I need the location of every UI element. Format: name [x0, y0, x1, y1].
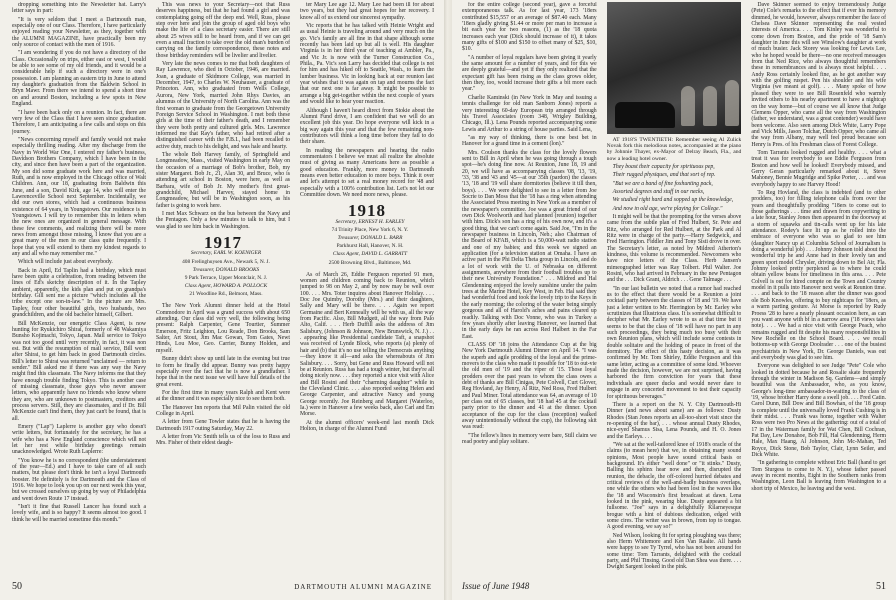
class-agent-line: Class Agent, HOWARD A. POLLOCK — [184, 283, 268, 290]
verse-block — [607, 164, 742, 212]
paragraph: They boast their capacity for spirituous pep, — [612, 163, 715, 170]
paragraph: As of March 26, Eddie Ferguson reported 91 men, women and children coming back to Reunion, which jumped to 98 on May 2, and by now may be well over 100. . . . Mrs. Toter inquires about Hanover Holiday. . . . Doc Joe Quimby, Dorothy (Mrs.) and their daughters, Sally and Mary will be there. . . . Again we report Germaine and Bert Kenneally will be with us, all the way from Pacific. Also, Bill Mudgett, all the way from Palo Alto, Calif. . . . Herb Duffill asks the address of Jim Salisbury, (Johnson & Johnson, New Brunswick, N. J.) . . . appearing like Presidential candidate Taft, a snapshot was received of Lynde Block, who reports (a) plenty of hair and (b) that it's no use telling the Democrats anything—they know it all—and asks the whereabouts of Jim Salisbury. . . . Sorry, but Gene and Russ Howard will not be at Reunion. Russ has had a tough winter, but they're all doing nicely now. . . . they reported a nice visit with Alice and Bill Rosini and their "charming daughter" while in the Cleveland Clinic. . . . also reported seeing Helen and George Carpenter, and attractive Nancy and young George recently. Joe Reinberg and Margaret (Waterloo, Ia.) were in Hanover a few weeks back, also Carl and Em Morse. — [300, 271, 434, 418]
secretary-address: 74 Trinity Place, New York 6, N. Y. — [331, 227, 409, 233]
secretary-line: Secretary, EARL W. KOENIGER — [190, 250, 262, 257]
treasurer-line: Treasurer, DONALD L. BARR — [337, 235, 403, 241]
paragraph: "But we are a band of fine foxhunting pack, — [612, 180, 713, 187]
paragraph: Bill McKenzie, our energetic Class Agent, is now hunting for Ryukichiro Shirai, formerly of 48 Wakamiya Bunsho Kojimachi, Tokyo, Japan. Mail service to Tokyo was not too good until very recently, in fact, it was non est. But with the resumption of mail service, Bill went after Shirai, to get him back in good Dartmouth circles. Bill's letter to Shirai was returned "unclaimed — return to sender." Bill asked me if there was any way the Navy might find this classmate. The Navy informs me that they have enough trouble finding Tokyo. This is another case of missing classmate, those guys who never answer letters, who apparently have no friends who know where they are, who are unknown to postmasters, creditors and process servers. Still, they are classmates, and if Dr. Bill McKenzie can't find them, they just can't be found, that is all. — [12, 320, 146, 422]
paragraph: Emery ("Lap") Laplerre is another guy who doesn't write letters, but fortunately for the secretary, he has a wife who has a New England conscience which will not let her rest while birthday greetings remain unacknowledged. Wrote Ruth Laplerre: — [12, 424, 146, 456]
paragraph: Vic reports that he has talked with Heinie Wright and as usual Heinie is traveling around and very much on the go. Vic's family are all fine in that shape although some recently has been laid up but all is well. His daughter Virginia is in her third year of teaching at Ambler, Pa., and Vic Jr. is now with the Turner Construction Co., Phila., Pa. Vic's son Larry has decided that college is not for him and has hiked off to Seattle, Wash., to learn the lumber business. Vic in looking back at our reunion last year wishes that it was again on tap and mourns the fact that our next one is far away. It might be possible to arrange a big get-together within the next couple of years and would like to hear your reaction. — [300, 23, 434, 106]
paragraph: "We sat at the well-tailored knee of 1918's oracle of the claims (to mean here) that we, in obtaining many sound opinions, Most people have sound critical basis or background. It's either "well done" or "it stinks." Dusty, Balling his sphinx hear now and then, disrupted the reunion, the debacle, the off-colored hurried debates and critical reviews of the well-and-badly business overlaps, one while the others who had been lost in the waves like the '18 and Wisconsin's first broadcast at dawn. Lena looked in the pink, wearing blue. Dusty appeared a bit fullsome. "Joe" says in a delightfully Kilarneyesque brogue with a hint of dubious dedication, edged with some cires. The writer was in brown, from top to tongue. A good evening, we say so!" — [606, 441, 742, 531]
paragraph: "In gathering to complete without Eric Ball (hand to get Tom Sturgess to come to N. Y.), whose father passed away in recent months, Eight in the Southern ranks from Washington, Leon Ball is leaving from Washington to a short trip of Mexico, he leaving and the west. — [751, 460, 887, 492]
paragraph: The whole Bob Harvey family, of Springfield and Longmeadow, Mass., visited Washington in early May on the occasion of a marriage of Bob's brother, Bob, my sister Margaret. Bob Jr., 21, Alan 30, and Bruce, who is attending art school in Boston, were here, as well as Barbara, wife of Bob Jr. My mother's first great-grandchild, Michael Harvey, stayed home in Longmeadow, but will be in Washington soon, as his father is going to work here. — [156, 151, 290, 209]
class-year-heading: 1917 — [204, 233, 242, 253]
paragraph: A letter from Gene Towler states that he is having the Dartmouth 1917 outing Saturday, May 22. — [156, 419, 290, 432]
paragraph: "as my way of thinking, there is one best bet in Hanover for a grand time in a cement (lon)." — [462, 134, 597, 148]
photo-caption: AT 1918'S TWENTIETH: Remember seeing Al Zulick Novak fork this melodious notes, accompanied at the piano by Johnnie Thayer, ex-Mayor of Delray Beach, Fla., and now a leading hotel owner. — [606, 137, 742, 162]
paragraph: "The fellow's lines in memory were bare, Still claim we read poetry and play solitare. — [462, 432, 597, 446]
left-column-2 — [156, 2, 290, 572]
piano-shape — [615, 102, 675, 128]
paragraph: "I am wondering if you do not have a directory of the Class. Occasionally on trips, either east or west, I would be able to see some of my old friends, and it would be a considerable help if such a directory were in one's possession. I am planning an eastern trip in June to attend my daughter's graduation from the Baldwin School in Bryn Mawr. From there we intend to spend a short time on and around Boston, including a few spots in New England. — [12, 50, 146, 108]
paragraph: Everyone was delighted to see Judge "Pete" Cole who looked in dotted because he and Rosalie skate frequently through the winter in Madison Sq. Gardens—and simply beautiful was the Ambassador, who, as you know, George's long-time ambassador-in-waiting to the class of '19, whose brother Harry done a swell job. . . . Fred Catin. Carol Dunn, Bill Dow and Bill Bowhan, of the '18 group is complete until the universally loved Frank Cushing is in their midst. . . . Frank was home, together with Walter Ross were two Pro News at the gathering: out of a total of 17 in the Waterman family for Wat Chen, Bill Cochran, Pat Day, Lew Donahoe, Bob Fill, Hal Glendenning, Herm Hale, Max Haang, Al Johnson, John Mc-Mahan, Ted Royce, Dick Stone, Bob Taylor, Clair, Lynn Seiler, and Dick White. — [751, 363, 887, 459]
right-column-3 — [751, 2, 886, 572]
paragraph: Very late the news comes to me that both daughters of Ray Lawrence, who died in October, 1946, are married. Joan, a graduate of Skidmore College, was married in December, 1947, to Charles W. Neuhauser, a graduate of Princeton. Ann, who graduated from Wells College, Aurora, New York, married John Rhys Davies, an alumnus of the University of North Carolina. Ann was the first woman to graduate from the Georgetown University Foreign Service School in Washington. I met both these girls at the time of their father's death, and I remember they were both pretty and cultured girls. Mrs. Lawrence informed me that Ray's father, who had retired after a distinguished career with the F.B.I., had been recalled to active duty, much to his delight, and was hale and hearty. — [156, 61, 290, 150]
paragraph: Ned Wilson, looking fit for spring ploughing was there; also Herm Whitemore and Ken Van Raalte. All hands were happy to see Ty Tyrrel, who has not been around for some time: Tom Tarrants, delighted with the cocktail party, and Phil Tinsing. Good old Dan Shea was there. . . . Dwight Sargent looked in the pink. — [606, 532, 742, 571]
paragraph: The New York Alumni dinner held at the Hotel Commodore in April was a grand success with about 650 attending. Our class did very well, the following being present: Ralph Carpenter, Gene Tourtier, Summer Emerson, Fritz Leighton, Lou Reade, Don Brooks, Sam Salter, Art Stout, Jim Mac Gowan, Tom Gates, Newt Hinds, Lou Moe, Geo. Carrier, Bunny Holden, and myself. — [156, 303, 290, 354]
paragraph: Dave Skinner seemed to enjoy tremendously Judge (Pete) Cole's remarks to the effect that if ever his memory dimmed, he would, however, always remember the face of Chelsea Dave Skinner representing the real vested interests of America. . . . Tom Kinley was wonderful to come down from Boston, and the pride of '18 Sam's daughter in June this will see Winslow's daughter at work of much busier. Jack Storey was looking for Lewis Lee, who he hoped would be there—no one received messages from that Ned Rice, who always thoughtful remembers these in remembrances and is always most helpful. . . . Andy Ross certainly looked fine, as he got another way with the golfing ruspet. Pen his shoulder and his wife Virginia (we meant at golf). . . . Many spoke of how pleased they were to see Bill Rosenfeld who warmly invited others to his nearby apartment to have a nightcap on the way home—but of course we all know that Judge Clemens Opper, who came all the way from Washington (father, we understand, was a great contender) would have been welcome. Also seen among Dick White, Larry Pope and Vick Mills, Jason Tolchar, Dutch Opper, who came all the way from Albany, may well feel proud because son Henry is Pres. of his Freshman class of Forest College. — [751, 2, 887, 148]
page-gutter — [444, 0, 452, 600]
person-figure — [681, 86, 695, 126]
paragraph: Tom Tarrants looked rugged and healthy. . . . what a treat it was for everybody to see Eddie Ferguson from Boston and how well he looked! Everybody missed, and Gerry Geran particularly remarked about it, Steve Mahoney, Bennie Mugridge and Spike Porter, . . . and was everybody happy to see Harvey Hood! — [751, 149, 887, 188]
right-column-1 — [462, 2, 597, 572]
page-number: 50 — [12, 581, 22, 592]
paragraph: "You know he is no correspondent (the understatement of the year—Ed.) and I have to take care of all such matters, but please don't think he isn't a loyal Dartmouth booster. He definitely is for Dartmouth and the Class of 1916. We hope to look you up on our next week this year, but we crossed ourselves up going by way of Philadelphia and went down Route 17 instead. — [12, 457, 146, 502]
paragraph: This was news to your Secretary—not that Russ deserves happiness, but that he had found a girl and was contemplating going off the deep end. Well, Russ, please step over here and join the group of aged old boys who make the life of a class secretary easier. There are still about 25 wives still to be heard from, and if we can get even a small fraction to take over the old man's burden of carrying on the family correspondence, these notes and those birthday reminders will be livelier and livelier. — [156, 2, 290, 59]
person-figure — [703, 86, 717, 126]
paragraph: "A number of loyal regulars have been giving it yearly the same amount for a number of years, and for this we are deeply grateful—and yet if they only realized that the expectant gift has been rising as the class grows older, then they, too, would increase their gifts a bit more each year." — [462, 54, 597, 93]
paragraph: for the entire college (second year), gave a forceful extemporaneous talk. As for last year, 173 '18ers contributed $15,557 or an average of $87.40 each. Many '18ers gladly giving $1.44 or more per man to increase a bit each year for two reasons, (1) as the '18 quota increases each year (Dick should increase of it), it takes many gifts of $100 and $150 to offset many of $25, $10, $10. — [462, 2, 597, 53]
right-column-2 — [607, 2, 742, 572]
paragraph: "Isn't it fine that Russell Lancer has found such a lovely wife, and is so happy? It seems almost too good. I think he will be married sometime this month." — [12, 504, 146, 523]
paragraph: I met Max Schwarz on the bus between the Navy and the Pentagon. Only a few minutes to talk to him, but I was glad to see him back in Washington. — [156, 211, 290, 230]
issue-date: Issue of June 1948 — [462, 581, 530, 591]
paragraph: "I have been back only on a reunion. In fact, there are very few of the Class that I have seen since graduation. Therefore, I am anticipating a few calls and stops on this journey. — [12, 109, 146, 135]
person-figure — [725, 80, 739, 126]
paragraph: "It is very seldom that I meet a Dartmouth man, especially one of our Class. Therefore, I have particularly enjoyed reading your Newsletter, as they, together with the ALUMNI MAGAZINE, have practically been my only source of contact with the men of 1916. — [12, 16, 146, 49]
paragraph: Assorted degrees and stuff in our necks, — [612, 188, 705, 195]
paragraph: We studied right hard and sopped up the knowledge, — [612, 197, 734, 204]
paragraph: To Reg Hovland, the class is indebted (and to other prodders, too) for filling telephone calls from over the years and thoughtfully prodding "18ers to come out to those gatherings . . . time and drawn from copywriting to a late hour, Stanley Jones then appeared in the doorway at a storm of squawks and tin-calls went up for his late attendance. Rodey's face lit up as he rolled into the embrace of everyone who was so glad to see him (daughter Nancy up at Columbia School of Journalism is doing a wonderful job) . . . Johnny Johnson told about the wonderful trip he and Anne had in their lovely tan and green sport model Chrysler, driving down to Bel Air, Fla. Johnny looked pretty perplexed as to where he could obtain yellow beans for timeliness in this area. . . . Pete Colvell is out for hired compte on the Town and Country model in it pulls into Hanover next week at Reunion time. . . . and back to the '18 reason after the dinner was good ole Bob Knowles, offering to buy nightcaps for '18ers, as a warm parting gesture. At Morse is reported by Rudy Proess '28 to have a nearly pleasant occasion here, as can you want anyone with bf in a narrow area ('18 views take note). . . . We had a nice visit with George Peach, who remains rugged and fit despite his many responsibilities in New Rochelle on the School Board. . . . we recall bottoms-up with George Doolrader . . . one of the busiest psychiatrists in New York, Dr. George Daniels, was out and everybody was glad to see him. — [751, 189, 887, 361]
paragraph: ter Mary Lee age 12. Mary Lee had been ill for about two years, but they had great hopes for her recovery. I know all of us extend our sincerest sympathy. — [300, 2, 434, 21]
reunion-photo — [607, 2, 742, 134]
paragraph: The Hanover Inn reports that Mil Palin visited the old College in April. — [156, 404, 290, 417]
treasurer-line: Treasurer, DONALD BROOKS — [192, 266, 260, 273]
treasurer-address: 9 Park Terrace, Upper Montclair, N. J. — [184, 275, 268, 282]
right-page-footer — [452, 581, 896, 592]
paragraph: Back in April, Ed Taplin had a birthday, which must have been quite a celebration, from reading between the lines of Ed's sketchy description of it. In the Tapley ambient, apparently, the kids plan and put on grandpa's birthday. Gill sent me a picture "which includes all the tribe except one son-in-law." In the picture are Mrs. Tapley, four other beautiful girls, two husbands, two grandchildren, and the old bachelor himself, Gilbert. — [12, 267, 146, 319]
left-page-footer — [0, 581, 444, 592]
page-number: 51 — [876, 581, 886, 592]
paragraph: A letter from Vic Smith tells us of the loss to Russ and Mrs. Fisher of their eldest daugh- — [156, 433, 290, 447]
left-column-3 — [300, 2, 434, 572]
class-1917-header — [156, 233, 290, 303]
paragraph: There is a report on the N. Y. City Dartmouth-Hi Dinner (and news about same) are as follows: Dusty Rhodes (Stan Jones reports an all-too-short visit since the re-opening of the bar), . . . whose annual Dusty Rhodes, nice-eyed Shamus Sisa, Lena Pounds, and H. O. Jones and the Earleys. . . . — [606, 401, 742, 440]
paragraph: It might well be that the prompting for the verses above came from the subtle plan of Fred Hulbert, Sr. Pete and Ritz, who arranged for Red Hulbert, at the Park and Al Ritz were in charge of the party.—Harry Sedgwick, and Fred Harrington. Fiddler Jim and Tony Sisti drove in over. The Secretary's letter, as noted by Mildred Atherton's kindness, this volume is recommended. Newcomers who have nice letters of the Class. Herb Jansen's mimeographed letter was Ray Tolbert. Phil Walter. Joe Rosini, who had arrived in February in the new Pentagon and the . . . Dick Grant, Aldrich . . . Gene Talmage . . . — [606, 213, 742, 284]
paragraph: For the first time in many years Ralph and Kent were at the dinner and it was especially nice to see them both. — [156, 389, 290, 403]
treasurer-address: Parkhurst Hall, Hanover, N. H. — [336, 243, 404, 250]
paragraph: Charlie Kaminski (in New York in May and issuing a tennis challenge for old man Sanborn Jones) reports a very interesting 60-day European trip arranged through his Travel Associates (room 348, Wrigley Building, Chicago, Ill.). Lena Pounds reported accompanying some Lewis and Arthur to a string of house parties. Said Lena, — [462, 94, 597, 133]
paragraph: "News concerning myself and family would not make especially thrilling reading. After my discharge from the Navy in World War One, I entered my father's business, Davidson Brothers Company, which I have been in the city, and since then have been a part of the organization. My son did some graduate work here and was married, Ruth, and is now employed in the Chicago office of Walt Children. Ann, our 18, graduating from Baldwin this June, and a son, David Kirk, age 14, who will enter the Lawrenceville School next September. Incidentally, we did our own stores, which had a continuous business existence of 64 years, in Youngstown. Our residence is in Youngstown. I will try to remember this in letters when the new ones are organized in general message. With these few comments, and realizing there will be more news from amongst those missing, I know that you are a great many of the men in our class quite frequently. I hope that you will extend to them my kindest regards to any and all who may remember me." — [12, 136, 146, 258]
class-1918-header — [300, 201, 434, 271]
paragraph: dropping something into the Newsletter hat. Larry's letter says in part: — [12, 2, 146, 15]
class-year-heading: 1918 — [348, 201, 386, 221]
paragraph: Mrs. Coulson thanks the class for the lovely flowers sent to Bill in April when he was going through a tough spot—he's doing fine now. At Reunion, June 18, 19 and 20, we will have as accompanying classes '08, '13, '19, '33, '38 and '43 and '45—at our 35th (pardon) the classes '13, '18 and '19 will share dormitories (believe it till then, boys). . . . We were delighted to see in a letter from Joe Socrie to Dan Moss that the '18 has a ring when attending the Associated Press meeting in New York as a member of the newspaper's committee. Joe was a great friend of our own Dick Woolworth and had planned (reunion) together with him. Dick's son has a ring of his own now, and it's a good thing, that we can't come again. Said Joe, "I'm in the newspaper business in Lincoln, Neb.; also Chairman of the Board of KFAB, which is a 50,000-watt radio station and one of my babies; and this week we signed an application (for a television station at Omaha. I have an active part in the Phi Delta Theta group in Lincoln, and do a lot of work with the U. of Nebraska on different assignments, anywhere from their football troubles up to their new University Foundation." . . . Mildred and Hal Glendenning enjoyed the lovely sunshine under the palm trees at the Marine Hotel, Key West, in Feb. Hal said they had wonderful food and took the lovely trip to the Keys in the early morning; the coloring of the water being simply gorgeous and all of Harold's aches and pains cleared up readily. Talking with Doc Vonne, who was in Turkey a few years shortly after leaving Hanover, we learned that in the early days he ran across Red Halbert in the Far East. — [462, 149, 597, 340]
magazine-title: DARTMOUTH ALUMNI MAGAZINE — [294, 583, 432, 591]
secretary-line: Secretary, ERNEST H. EARLEY — [335, 218, 405, 225]
class-agent-address: 2500 Browning Blvd., Baltimore, Md. — [328, 259, 412, 266]
paragraph: And now in old age, we're playing for College." — [612, 205, 723, 212]
paragraph: Bunny didn't show up until late in the evening but true to form he finally did appear. Bunny was pretty happy especially over the fact that he is now a grandfather. I hope that in the next issue we will have full details of the great event. — [156, 356, 290, 388]
paragraph: CLASS OF '18 joins the Attendance Cup at the big New York Dartmouth Alumni Dinner on April 14. "I was the superb and agile prodding of the loyal and the prime-movers to the class who made it possible for '18 to out-vie the old men of '19 and the viper of '15. Those loyal prodders over the past years to whom the class owes a debt of thanks are Bill Cinigas, Pete Colvell, Curt Glover, Reg Hovland, Jay Henry, Al Ritz, Ned Ross, Fred Hulbert and Paul Miner. Total attendance was 64, an average of 10 per class out of 65 classes, but '18 had 45 at the cocktail party prior to the dinner and 41 at the dinner. Upon acceptance of the cup for the class (reception) walked away unintentionally without the cup), the following skit was read: — [462, 341, 597, 431]
paragraph: Which will include just about everybody. — [18, 259, 113, 266]
class-agent-line: Class Agent, DAVID L. GARRATT — [332, 251, 408, 258]
left-column-1 — [12, 2, 146, 572]
class-agent-address: 21 Woodline Rd., Belmont, Mass. — [189, 291, 263, 298]
left-page — [0, 0, 444, 600]
paragraph: "In our last bulletin we noted that a rumor had reached us to the effect that there would be a Reunion a joint cocktail party between the classes of '18 and '19. We have just a letter written to Mr. Herrington by Mr. Earley who scrutinizes that Illustrious class. It is somewhat difficult to decipher what Mr. Earley wrote to us at that time but it seems to be that the class of '18 will have no part in any such proceedings, they being much too busy with their own Reunion plans, which will include some contests in double solitaire and the holding of peace in front of the dormitory. The effect of this hasty decision, as it was confirmed by Mr. Tom Shirley, Eddie Ferguson and this same letter, acting as a committee of some kind. Whoever made the decision, however, we are not surprised, having harbored the firm conviction for years that these individuals are queer ducks and would never dare to engage in any concerted movement to test their capacity for spirituous beverages." — [606, 285, 742, 400]
paragraph: In reading the newspapers and hearing the radio commentators I believe we must all realize the absolute must of giving as many Americans here as possible a good education. Frankly, more money to Dartmouth means even better education to more boys. Think it over and let's attempt to set a real money record for '48 and especially with a 100% contribution list. Let's not let our Committee down. We need more news, please. — [300, 147, 434, 198]
paragraph: Although I haven't heard direct from Stokie about the Alumni Fund drive, I am confident that we will do an excellent job this year. Do hope everyone will kick in a big way again this year and that the few remaining non-contributors will think a long time before they fail to do their share. — [300, 107, 434, 146]
right-page — [452, 0, 896, 600]
paragraph: At the alumni officers' week-end last month Dick Holton, in charge of the Alumni Fund — [300, 419, 434, 432]
secretary-address: 408 Frelinghuysen Ave., Newark 5, N. J. — [182, 258, 270, 265]
paragraph: Their rugged physiques, and that sort of rep. — [612, 172, 716, 179]
